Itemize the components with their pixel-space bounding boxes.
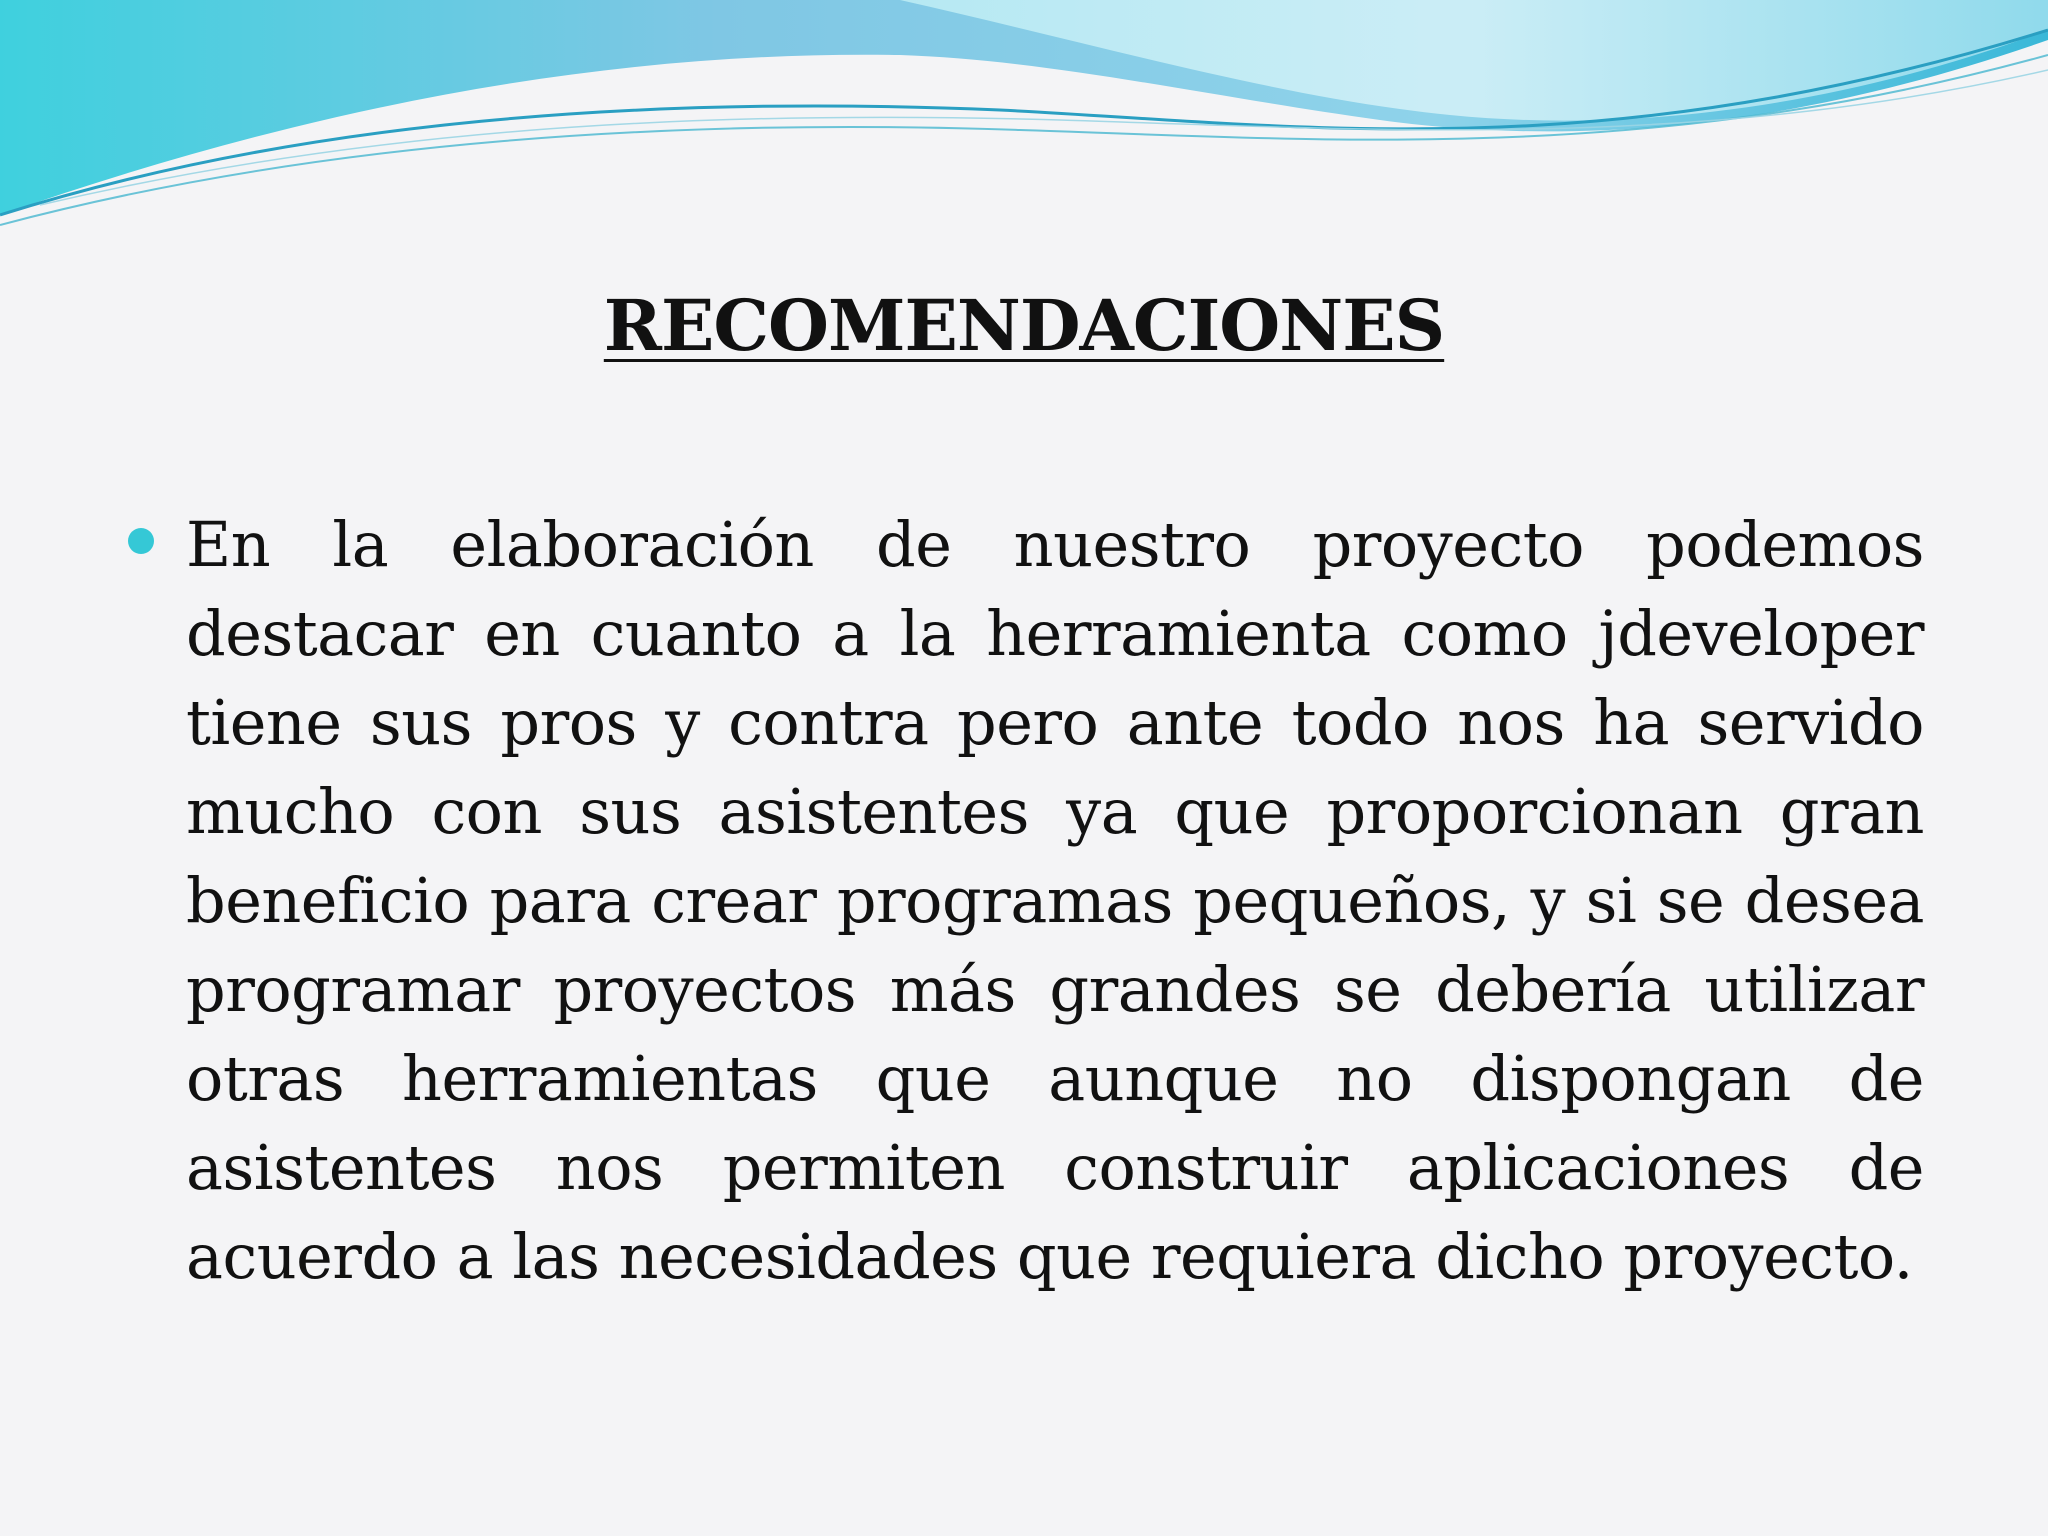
slide-title: [0, 284, 2048, 368]
header-wave-decoration: [0, 0, 2048, 240]
bullet-dot-icon: [128, 528, 154, 554]
bullet-text: En la elaboración de nuestro proyecto podemos destacar en cuanto a la herramienta como jdeveloper tiene sus pros y contra pero ante todo nos ha servido mucho con sus asistentes ya que proporcionan gran beneficio para crear programas pequeños, y si se desea programar proyectos más grandes se debería utilizar otras herramientas que aunque no dispongan de asistentes nos permiten construir aplicaciones de acuerdo a las necesidades que requiera dicho proyecto.: [186, 508, 1924, 1293]
slide-title-text: RECOMENDACIONES: [603, 284, 1445, 367]
